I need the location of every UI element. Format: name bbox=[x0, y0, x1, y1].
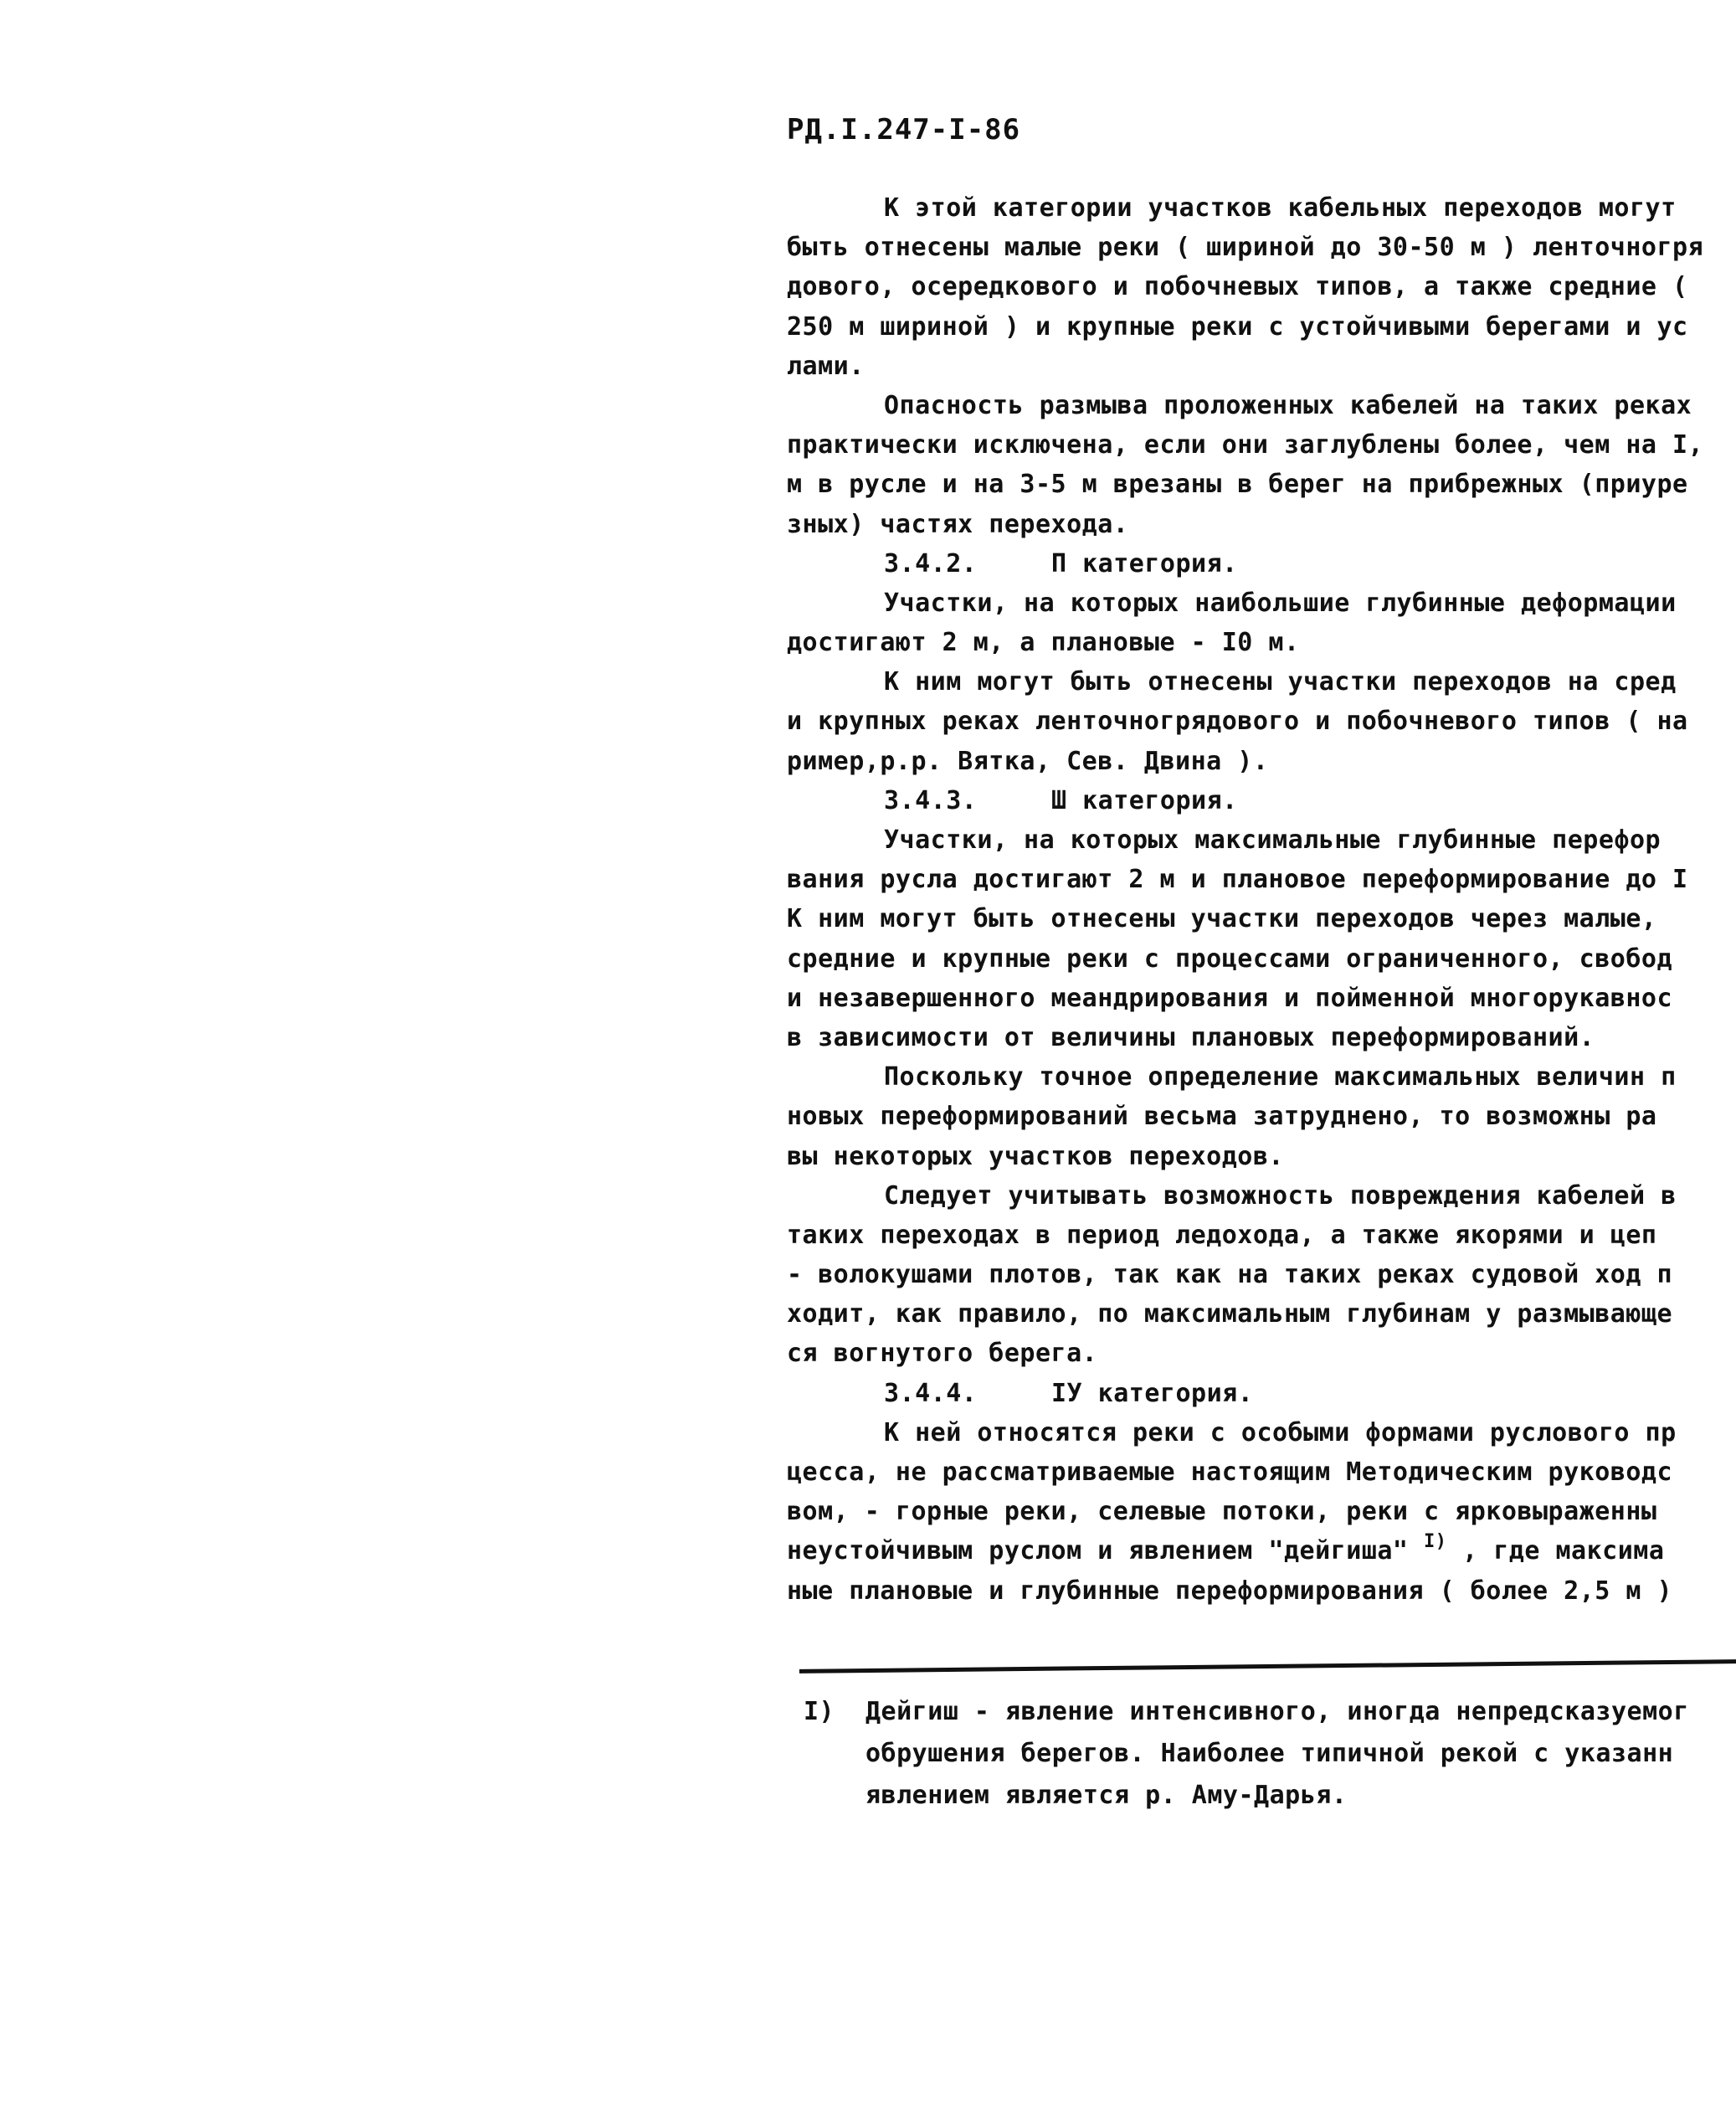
text-fragment: неустойчивым руслом и явлением "дейгиша" bbox=[787, 1536, 1425, 1566]
text-line: новых переформирований весьма затруднено, то возможны ра bbox=[787, 1102, 1657, 1132]
text-line: ся вогнутого берега. bbox=[787, 1339, 1098, 1369]
text-line bbox=[787, 1531, 1736, 1571]
text-line: и крупных реках ленточногрядового и побочневого типов ( на bbox=[787, 707, 1688, 737]
section-title: П категория. bbox=[1051, 548, 1238, 578]
text-line: зных) частях перехода. bbox=[787, 509, 1129, 539]
text-line: вом, - горные реки, селевые потоки, реки с ярковыраженны bbox=[787, 1497, 1657, 1527]
section-number: 3.4.3. bbox=[884, 785, 978, 815]
text-line: средние и крупные реки с процессами ограниченного, свобод bbox=[787, 943, 1673, 974]
text-line: вы некоторых участков переходов. bbox=[787, 1141, 1284, 1171]
text-line: вания русла достигают 2 м и плановое переформирование до I bbox=[787, 865, 1688, 895]
text-line: К ним могут быть отнесены участки переходов на сред bbox=[884, 667, 1677, 697]
text-line: быть отнесены малые реки ( шириной до 30-50 м ) ленточногря bbox=[787, 233, 1704, 263]
footnote bbox=[804, 1691, 1736, 1817]
text-line: цесса, не рассматриваемые настоящим Методическим руководс bbox=[787, 1458, 1673, 1487]
text-line: К ней относятся реки с особыми формами руслового пр bbox=[884, 1417, 1677, 1447]
footnote-line: обрушения берегов. Наиболее типичной рекой с указанн bbox=[865, 1739, 1674, 1768]
text-line: К ним могут быть отнесены участки переходов через малые, bbox=[787, 904, 1657, 934]
text-line: дового, осередкового и побочневых типов, а также средние ( bbox=[787, 272, 1688, 302]
section-heading bbox=[787, 781, 1736, 820]
body-text bbox=[787, 188, 1736, 1611]
text-line: К этой категории участков кабельных переходов могут bbox=[884, 193, 1677, 223]
text-line: Следует учитывать возможность повреждения кабелей в bbox=[884, 1180, 1677, 1211]
section-number: 3.4.2. bbox=[884, 548, 978, 578]
footnote-line: явлением является р. Аму-Дарья. bbox=[865, 1781, 1348, 1810]
text-line: практически исключена, если они заглублены более, чем на I, bbox=[787, 430, 1704, 460]
text-fragment: , где максима bbox=[1446, 1536, 1665, 1566]
text-line: м в русле и на 3-5 м врезаны в берег на прибрежных (приуре bbox=[787, 470, 1688, 500]
text-line: 250 м шириной ) и крупные реки с устойчивыми берегами и ус bbox=[787, 311, 1688, 342]
footnote-mark: I) bbox=[804, 1697, 835, 1726]
section-heading bbox=[787, 544, 1736, 584]
text-line: ример,р.р. Вятка, Сев. Двина ). bbox=[787, 746, 1269, 776]
text-line: Опасность размыва проложенных кабелей на таких реках bbox=[884, 390, 1692, 420]
section-heading bbox=[787, 1374, 1736, 1413]
text-line: лами. bbox=[787, 351, 865, 381]
text-line: и незавершенного меандрирования и пойменной многорукавнос bbox=[787, 983, 1673, 1013]
footnote-line bbox=[804, 1691, 1736, 1733]
footnote-text: Дейгиш - явление интенсивного, иногда непредсказуемог bbox=[865, 1697, 1689, 1726]
text-line: достигают 2 м, а плановые - I0 м. bbox=[787, 628, 1300, 658]
text-line: Участки, на которых наибольшие глубинные деформации bbox=[884, 588, 1677, 618]
section-title: Ш категория. bbox=[1051, 785, 1238, 815]
text-line: ные плановые и глубинные переформирования ( более 2,5 м ) bbox=[787, 1576, 1673, 1606]
text-line: Участки, на которых максимальные глубинные перефор bbox=[884, 825, 1662, 855]
section-number: 3.4.4. bbox=[884, 1378, 978, 1408]
footnote-reference: I) bbox=[1424, 1531, 1447, 1553]
text-line: таких переходах в период ледохода, а также якорями и цеп bbox=[787, 1220, 1657, 1250]
text-line: в зависимости от величины плановых переформирований. bbox=[787, 1022, 1595, 1052]
text-line: Поскольку точное определение максимальных величин п bbox=[884, 1062, 1677, 1093]
section-title: ІУ категория. bbox=[1051, 1378, 1254, 1408]
footnote-divider bbox=[799, 1659, 1736, 1674]
text-line: ходит, как правило, по максимальным глубинам у размывающе bbox=[787, 1299, 1673, 1329]
text-line: - волокушами плотов, так как на таких реках судовой ход п bbox=[787, 1260, 1673, 1290]
document-code: РД.I.247-I-86 bbox=[787, 113, 1021, 147]
